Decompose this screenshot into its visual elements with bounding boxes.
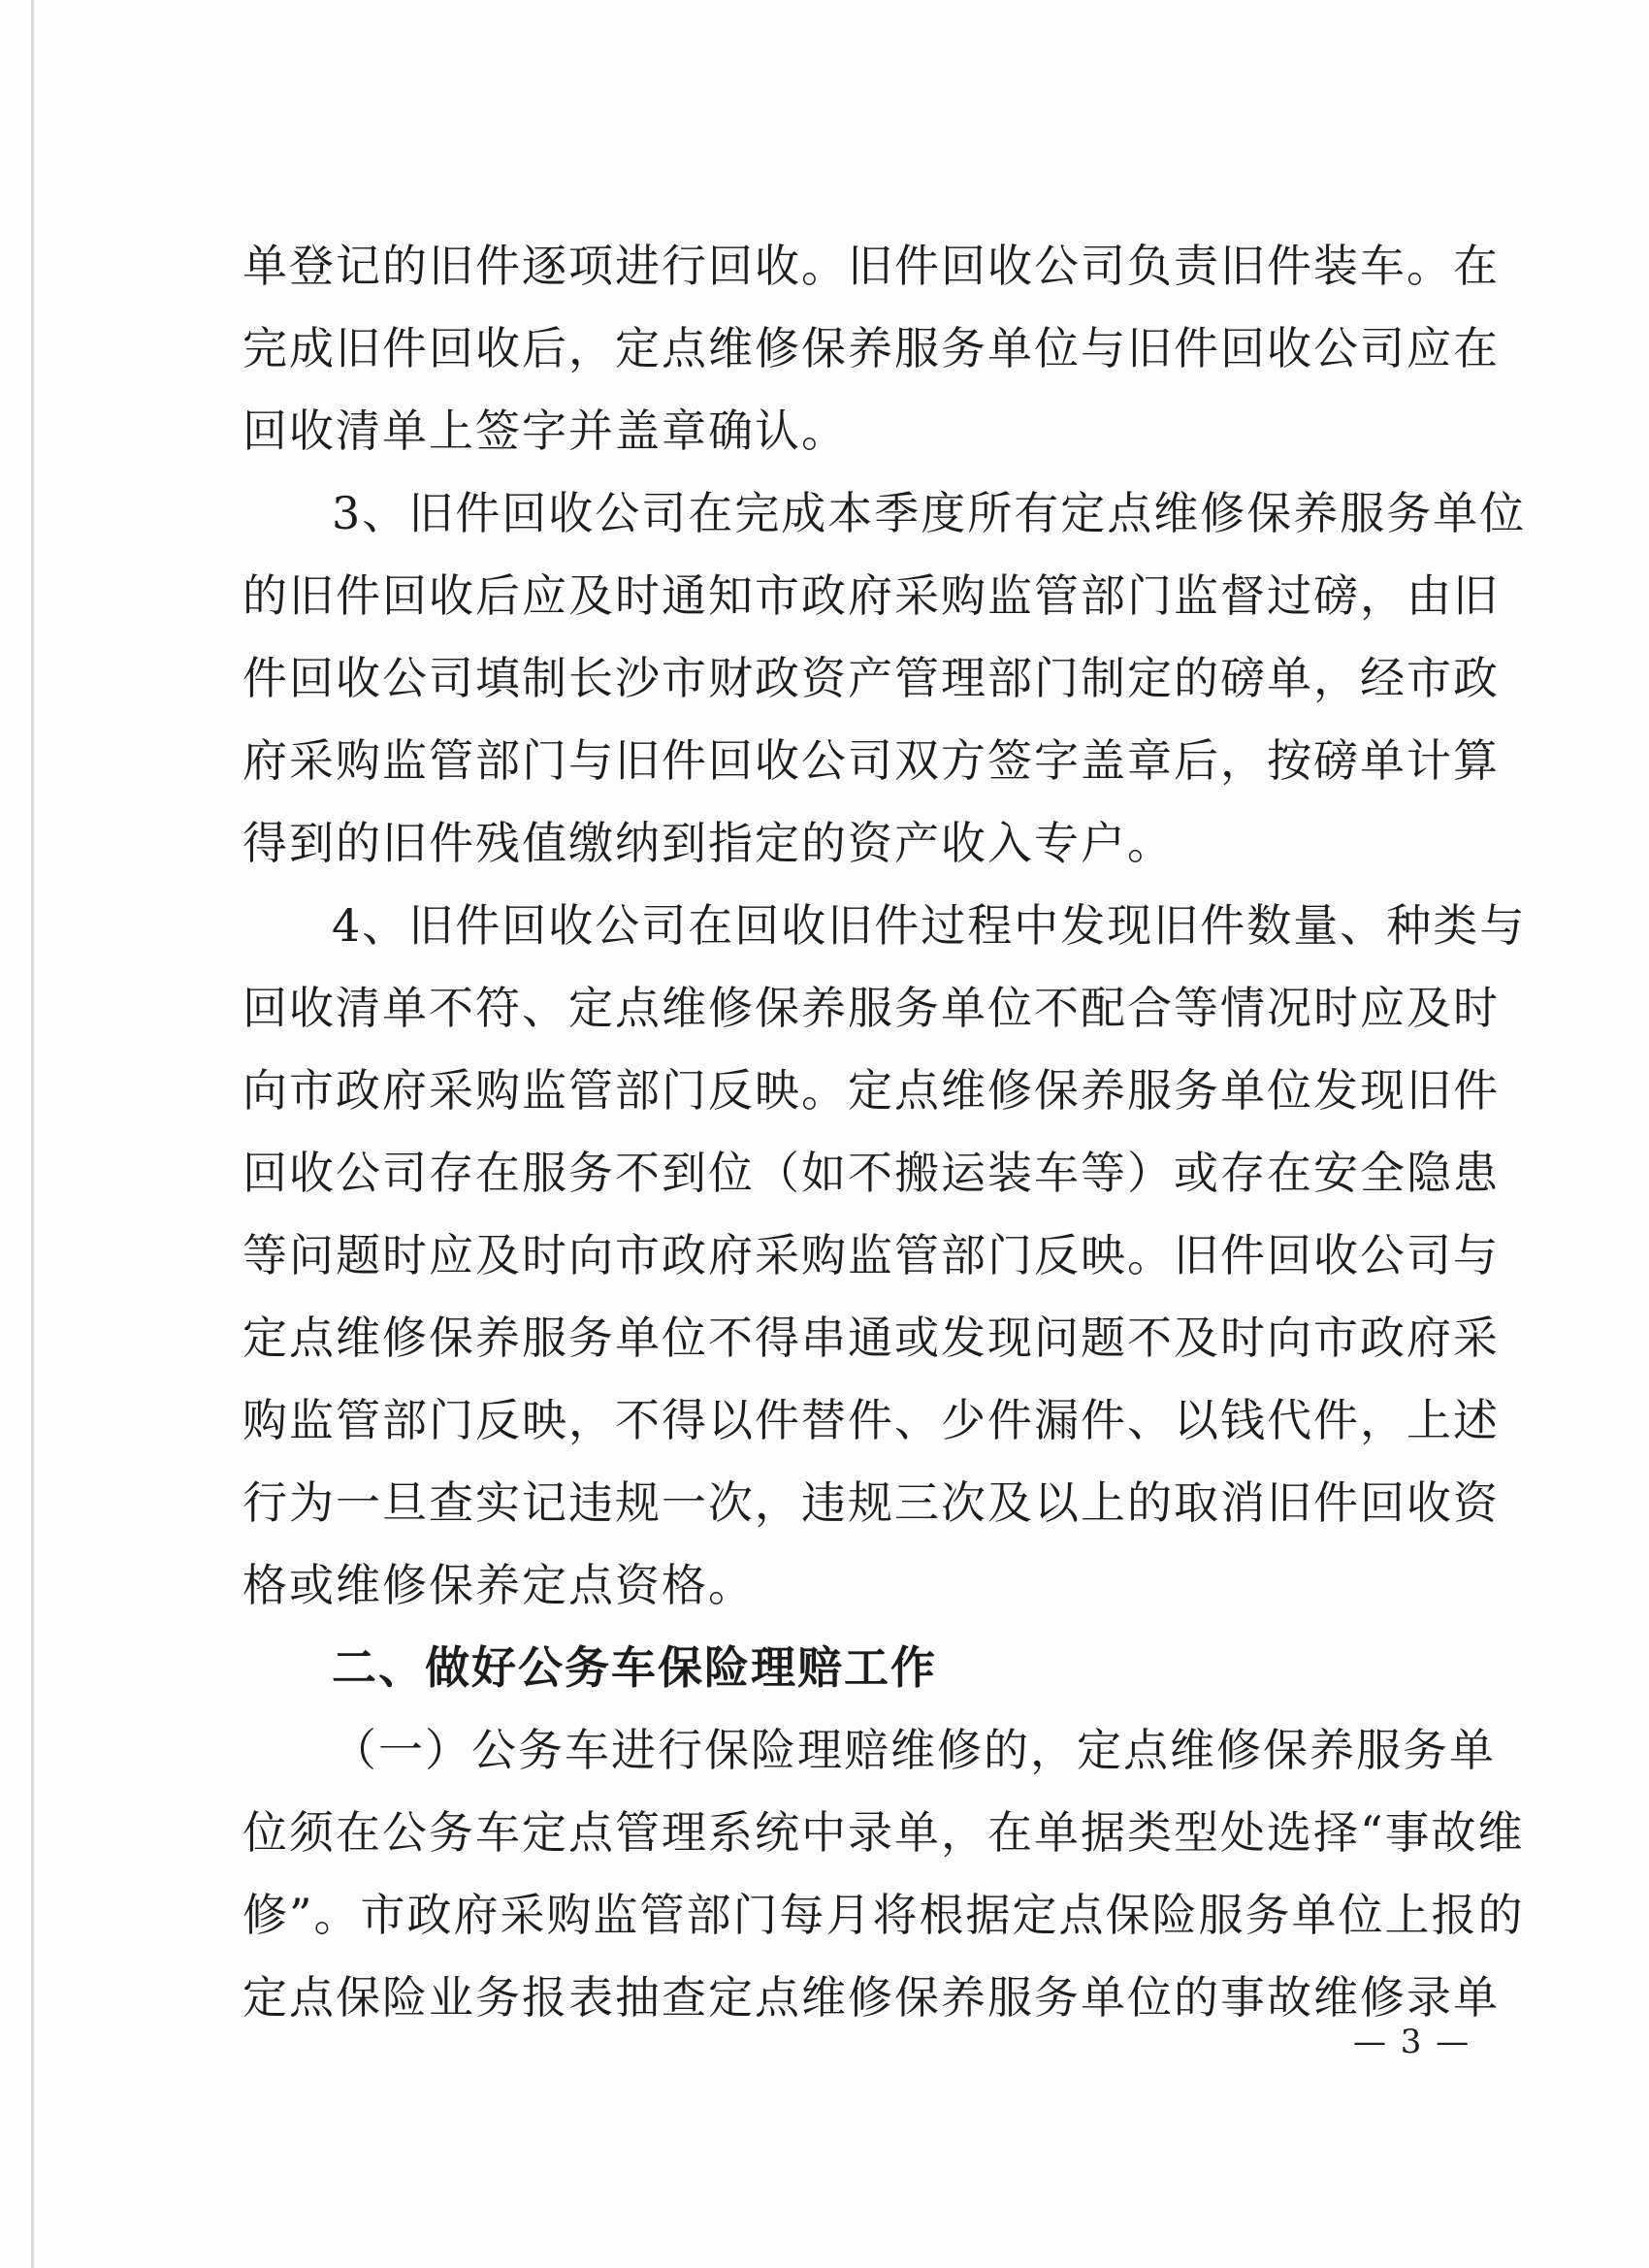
- paragraph-line: 位须在公务车定点管理系统中录单，在单据类型处选择“事故维: [242, 1806, 1525, 1859]
- paragraph-line: 修”。市政府采购监管部门每月将根据定点保险服务单位上报的: [242, 1889, 1525, 1941]
- paragraph-line: （一）公务车进行保险理赔维修的，定点维修保养服务单: [332, 1724, 1496, 1776]
- paragraph-line: 定点维修保养服务单位不得串通或发现问题不及时向市政府采: [242, 1312, 1500, 1364]
- paragraph-line: 得到的旧件残值缴纳到指定的资产收入专户。: [242, 817, 1174, 869]
- paragraph-line: 完成旧件回收后，定点维修保养服务单位与旧件回收公司应在: [242, 322, 1500, 374]
- paragraph-line: 回收公司存在服务不到位（如不搬运装车等）或存在安全隐患: [242, 1147, 1500, 1199]
- scan-edge: [31, 0, 34, 2268]
- paragraph-line: 向市政府采购监管部门反映。定点维修保养服务单位发现旧件: [242, 1064, 1500, 1117]
- paragraph-line: 单登记的旧件逐项进行回收。旧件回收公司负责旧件装车。在: [242, 240, 1500, 292]
- body-text: [242, 225, 1527, 2039]
- section-heading: 二、做好公务车保险理赔工作: [332, 1641, 937, 1694]
- paragraph-line: 的旧件回收后应及时通知市政府采购监管部门监督过磅，由旧: [242, 569, 1500, 622]
- paragraph-line: 4、旧件回收公司在回收旧件过程中发现旧件数量、种类与: [332, 899, 1527, 952]
- paragraph-line: 府采购监管部门与旧件回收公司双方签字盖章后，按磅单计算: [242, 734, 1500, 787]
- paragraph-line: 件回收公司填制长沙市财政资产管理部门制定的磅单，经市政: [242, 652, 1500, 704]
- paragraph-line: 购监管部门反映，不得以件替件、少件漏件、以钱代件，上述: [242, 1394, 1500, 1446]
- paragraph-line: 回收清单上签字并盖章确认。: [242, 405, 848, 457]
- paragraph-line: 行为一旦查实记违规一次，违规三次及以上的取消旧件回收资: [242, 1476, 1500, 1529]
- paragraph-line: 回收清单不符、定点维修保养服务单位不配合等情况时应及时: [242, 982, 1500, 1034]
- page-number: — 3 —: [1353, 2023, 1471, 2061]
- paragraph-line: 3、旧件回收公司在完成本季度所有定点维修保养服务单位: [332, 487, 1527, 539]
- paragraph-line: 格或维修保养定点资格。: [242, 1559, 755, 1611]
- paragraph-line: 等问题时应及时向市政府采购监管部门反映。旧件回收公司与: [242, 1229, 1500, 1281]
- paragraph-line: 定点保险业务报表抽查定点维修保养服务单位的事故维修录单: [242, 1971, 1500, 2024]
